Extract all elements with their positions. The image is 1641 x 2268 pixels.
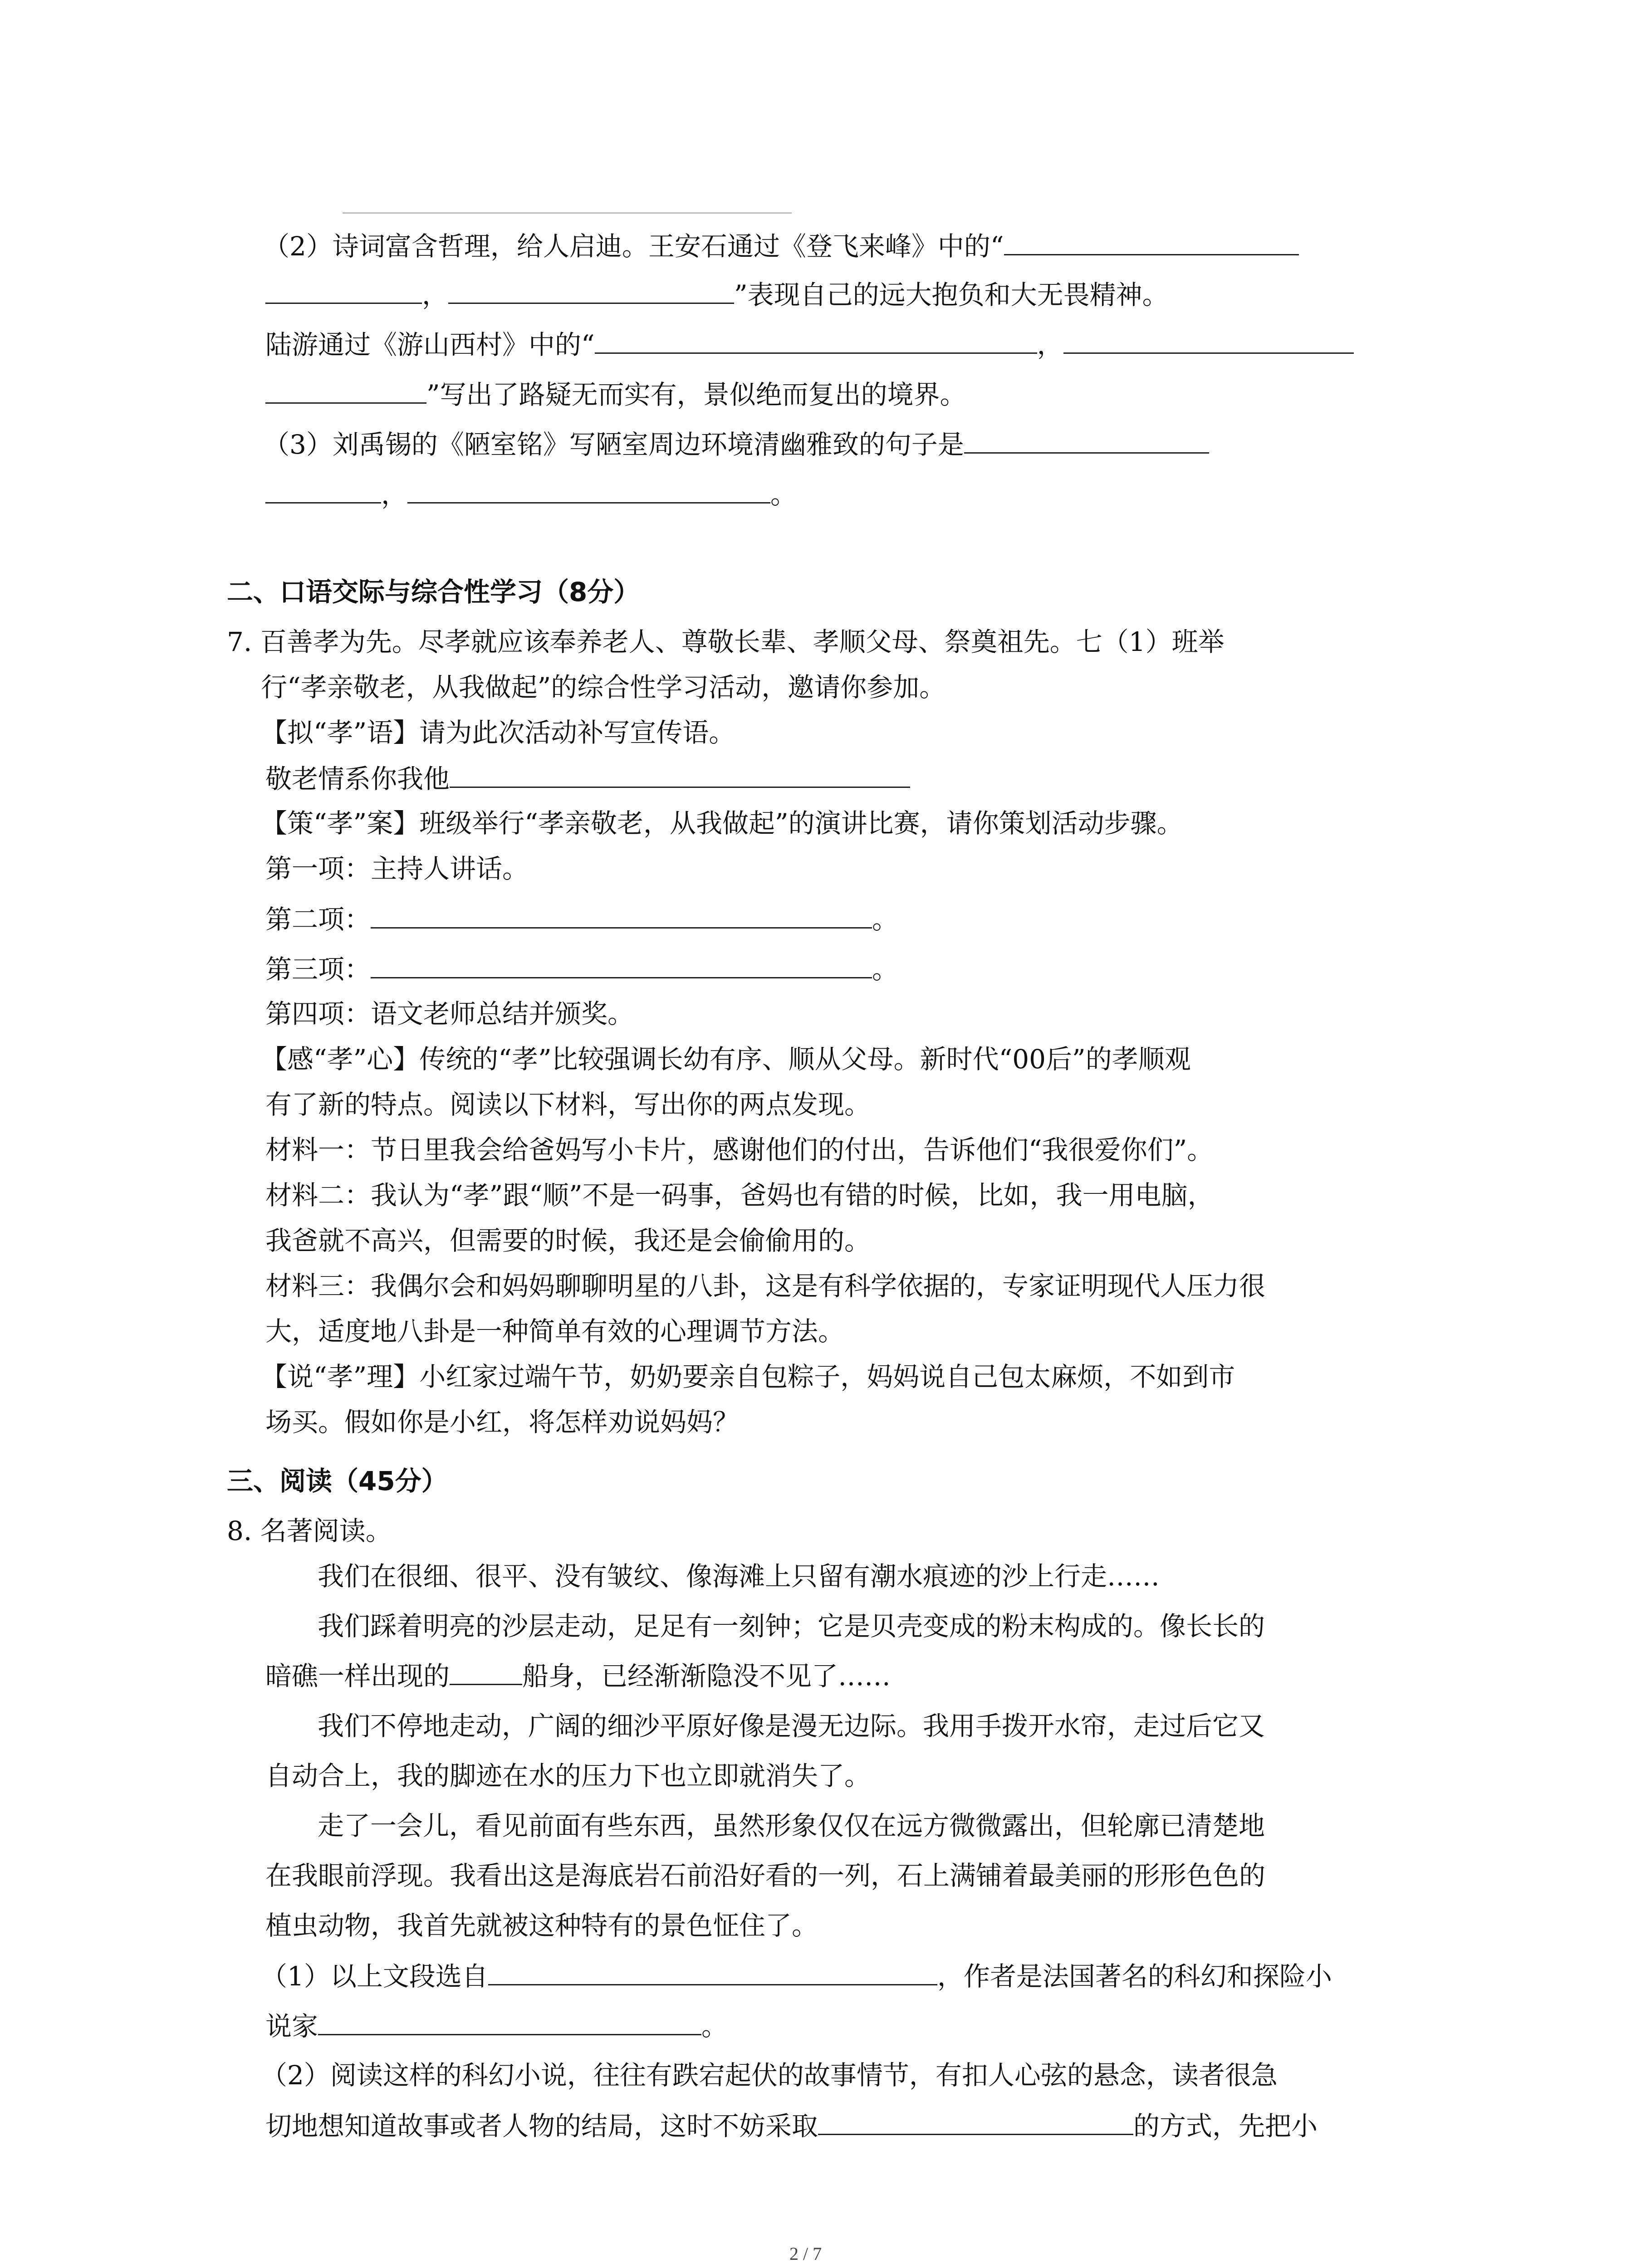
passage-line: 自动合上，我的脚迹在水的压力下也立即就消失了。: [265, 1760, 871, 1791]
q8-line-1: 8. 名著阅读。: [227, 1515, 392, 1546]
q7-line-12: 材料一：节日里我会给爸妈写小卡片，感谢他们的付出，告诉他们“我很爱你们”。: [265, 1134, 1214, 1165]
sub-text: （1）以上文段选自: [261, 1961, 488, 1992]
comma: ，: [1037, 329, 1063, 360]
answer-blank[interactable]: [450, 754, 910, 788]
q2-line-4: [265, 370, 966, 419]
answer-blank[interactable]: [265, 469, 381, 503]
answer-blank[interactable]: [448, 270, 734, 304]
answer-blank[interactable]: [595, 320, 1037, 354]
q7-line-16: 大，适度地八卦是一种简单有效的心理调节方法。: [265, 1316, 845, 1347]
q7-line-11: 有了新的特点。阅读以下材料，写出你的两点发现。: [265, 1089, 871, 1120]
q7-line-17: 【说“孝”理】小红家过端午节，奶奶要亲自包粽子，妈妈说自己包太麻烦，不如到市: [261, 1361, 1235, 1392]
period: 。: [872, 904, 899, 935]
top-rule: [343, 212, 792, 214]
q8-sub2-line-2: [265, 2101, 1318, 2150]
q8-sub2-line-1: （2）阅读这样的科幻小说，往往有跌宕起伏的故事情节，有扣人心弦的悬念，读者很急: [261, 2060, 1278, 2091]
sub-text: 的方式，先把小: [1133, 2111, 1318, 2141]
passage-line: 在我眼前浮现。我看出这是海底岩石前沿好看的一列，石上满铺着最美丽的形形色色的: [265, 1860, 1266, 1891]
q2-text-4: ”写出了路疑无而实有，景似绝而复出的境界。: [426, 379, 966, 410]
answer-blank[interactable]: [488, 1951, 937, 1985]
section-heading-3: 三、阅读（45分）: [227, 1466, 448, 1496]
passage-text: 暗礁一样出现的: [265, 1661, 450, 1691]
q7-line-1: 7. 百善孝为先。尽孝就应该奉养老人、尊敬长辈、孝顺父母、祭奠祖先。七（1）班举: [227, 626, 1225, 657]
passage-line: 植虫动物，我首先就被这种特有的景色怔住了。: [265, 1910, 818, 1941]
q7-line-8: [265, 944, 898, 993]
q7-line-7: [265, 894, 898, 943]
step-label: 第三项：: [265, 954, 371, 985]
q7-line-9: 第四项：语文老师总结并颁奖。: [265, 998, 634, 1029]
q3-line-2: [265, 469, 797, 518]
answer-blank[interactable]: [371, 944, 872, 978]
answer-blank[interactable]: [265, 270, 422, 304]
sub-text: ，作者是法国著名的科幻和探险小: [937, 1961, 1332, 1992]
comma: ，: [422, 279, 449, 310]
q2-line-3: [265, 320, 1354, 369]
q2-text-3: 陆游通过《游山西村》中的“: [265, 329, 595, 360]
q7-line-6: 第一项：主持人讲话。: [265, 853, 529, 884]
passage-blank: [450, 1657, 522, 1685]
slogan-prefix: 敬老情系你我他: [265, 763, 450, 794]
period: 。: [872, 954, 899, 985]
q7-line-2: 行“孝亲敬老，从我做起”的综合性学习活动，邀请你参加。: [261, 672, 946, 703]
period: 。: [701, 2011, 728, 2042]
q7-line-3: 【拟“孝”语】请为此次活动补写宣传语。: [261, 717, 735, 748]
sub-text: 切地想知道故事或者人物的结局，这时不妨采取: [265, 2111, 818, 2141]
q7-line-4: [265, 754, 910, 803]
step-label: 第二项：: [265, 904, 371, 935]
q2-text-2: ”表现自己的远大抱负和大无畏精神。: [734, 279, 1169, 310]
answer-blank[interactable]: [818, 2101, 1133, 2135]
q7-line-10: 【感“孝”心】传统的“孝”比较强调长幼有序、顺从父母。新时代“00后”的孝顺观: [261, 1044, 1191, 1075]
passage-line: 我们在很细、很平、没有皱纹、像海滩上只留有潮水痕迹的沙上行走……: [318, 1561, 1160, 1592]
section-heading-2: 二、口语交际与综合性学习（8分）: [227, 577, 640, 607]
answer-blank[interactable]: [318, 2001, 701, 2035]
q7-line-15: 材料三：我偶尔会和妈妈聊聊明星的八卦，这是有科学依据的，专家证明现代人压力很: [265, 1271, 1266, 1301]
q2-line-1: [263, 221, 1299, 270]
page-number: 2 / 7: [789, 2244, 822, 2264]
q8-sub1-line-1: [261, 1951, 1332, 2000]
sub-text: 说家: [265, 2011, 318, 2042]
comma: ，: [381, 479, 408, 510]
answer-blank[interactable]: [1004, 221, 1299, 255]
answer-blank[interactable]: [265, 370, 426, 404]
passage-line: 我们踩着明亮的沙层走动，足足有一刻钟；它是贝壳变成的粉末构成的。像长长的: [318, 1611, 1265, 1642]
period: 。: [770, 479, 797, 510]
q7-line-14: 我爸就不高兴，但需要的时候，我还是会偷偷用的。: [265, 1225, 871, 1256]
q2-line-2: [265, 270, 1169, 319]
q7-line-5: 【策“孝”案】班级举行“孝亲敬老，从我做起”的演讲比赛，请你策划活动步骤。: [261, 808, 1183, 839]
passage-line: 走了一会儿，看见前面有些东西，虽然形象仅仅在远方微微露出，但轮廓已清楚地: [318, 1810, 1265, 1841]
answer-blank[interactable]: [1063, 320, 1354, 354]
q3-line-1: [263, 420, 1209, 469]
passage-line: [265, 1652, 891, 1700]
q7-line-13: 材料二：我认为“孝”跟“顺”不是一码事，爸妈也有错的时候，比如，我一用电脑，: [265, 1180, 1214, 1211]
answer-blank[interactable]: [371, 894, 872, 929]
passage-line: 我们不停地走动，广阔的细沙平原好像是漫无边际。我用手拨开水帘，走过后它又: [318, 1711, 1265, 1741]
q7-line-18: 场买。假如你是小红，将怎样劝说妈妈？: [265, 1407, 740, 1437]
q2-text-1: （2）诗词富含哲理，给人启迪。王安石通过《登飞来峰》中的“: [263, 231, 1004, 262]
answer-blank[interactable]: [407, 469, 770, 503]
passage-text: 船身，已经渐渐隐没不见了……: [522, 1661, 891, 1691]
answer-blank[interactable]: [964, 420, 1209, 454]
q3-text-1: （3）刘禹锡的《陋室铭》写陋室周边环境清幽雅致的句子是: [263, 429, 964, 460]
q8-sub1-line-2: [265, 2001, 728, 2050]
